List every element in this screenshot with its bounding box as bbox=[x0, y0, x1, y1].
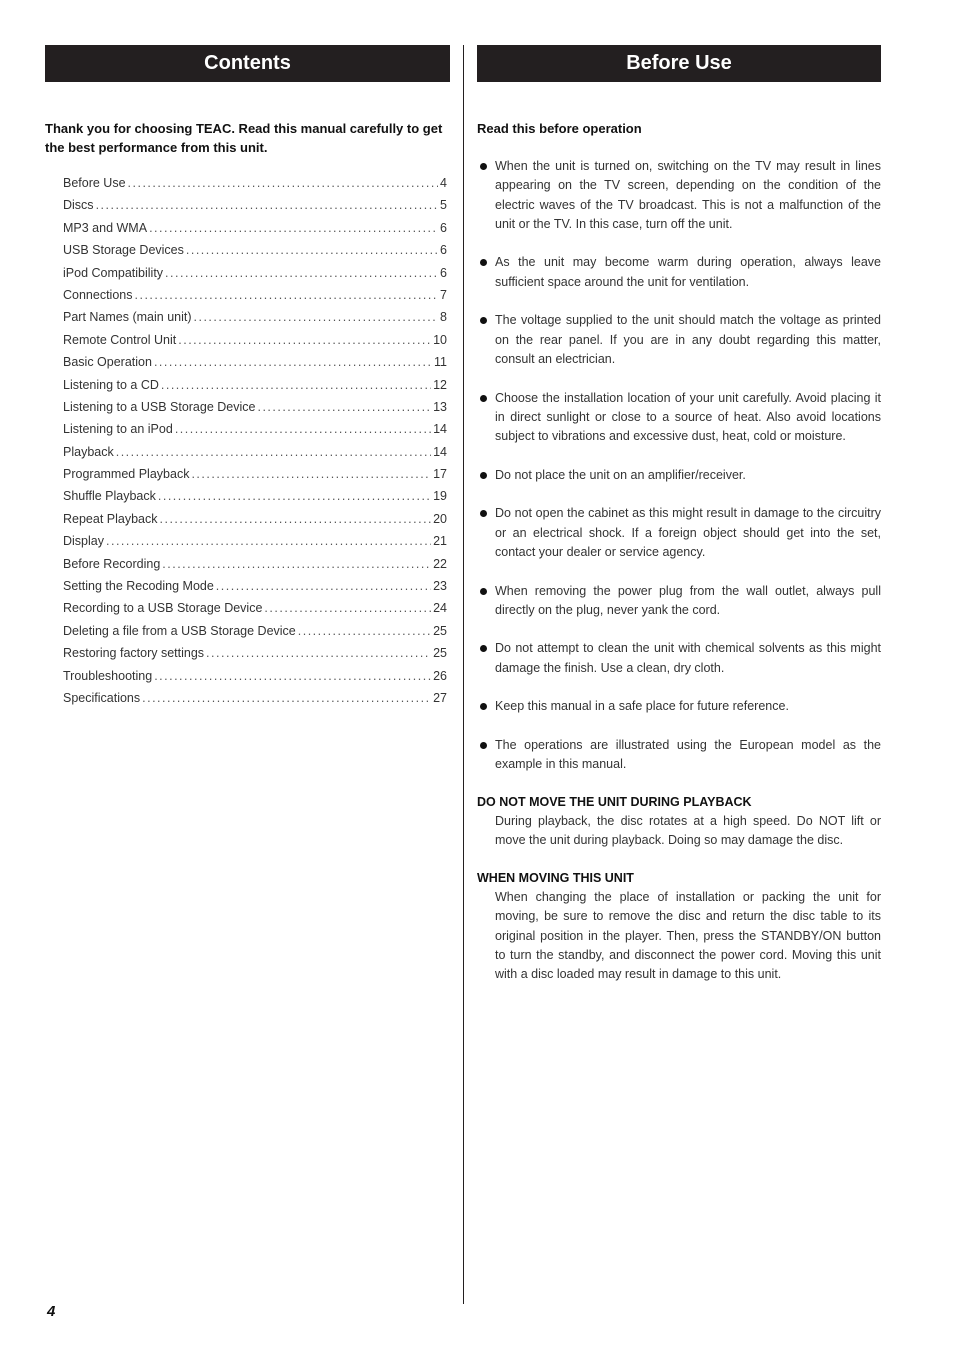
precaution-item bbox=[477, 157, 881, 234]
precaution-text: Do not open the cabinet as this might result in damage to the circuitry or an electrical shock. If a foreign object should get into the set, contact your dealer or service agency. bbox=[495, 506, 881, 559]
table-of-contents bbox=[63, 172, 447, 709]
read-before-operation-subheading: Read this before operation bbox=[477, 121, 642, 136]
bullet-icon bbox=[480, 163, 487, 170]
toc-leader-dots bbox=[128, 172, 439, 194]
toc-entry-page: 21 bbox=[433, 534, 447, 549]
toc-leader-dots bbox=[264, 597, 431, 619]
precaution-text: When the unit is turned on, switching on the TV may result in lines appearing on the TV screen, depending on the condition of the electric waves of the TV broadcast. This is not a malfunction of the unit or the TV. In this case, turn off the unit. bbox=[495, 159, 881, 231]
toc-leader-dots bbox=[142, 687, 431, 709]
toc-entry-page: 25 bbox=[433, 646, 447, 661]
precaution-item bbox=[477, 389, 881, 447]
toc-leader-dots bbox=[178, 329, 431, 351]
toc-entry-page: 7 bbox=[440, 287, 447, 302]
toc-entry-title: Programmed Playback bbox=[63, 467, 190, 482]
warning-body: When changing the place of installation or packing the unit for moving, be sure to remove the disc and return the disc table to its original position in the player. Then, press the STANDBY/ON button to turn the standby, and disconnect the power cord. Moving this unit with a disc loaded may result in damage to this unit. bbox=[495, 889, 881, 982]
toc-entry-title: Shuffle Playback bbox=[63, 489, 156, 504]
toc-entry-title: Recording to a USB Storage Device bbox=[63, 601, 263, 616]
toc-entry-title: Listening to a USB Storage Device bbox=[63, 399, 256, 414]
toc-entry[interactable] bbox=[63, 463, 447, 485]
precaution-item bbox=[477, 253, 881, 292]
toc-leader-dots bbox=[106, 530, 431, 552]
toc-entry-page: 23 bbox=[433, 579, 447, 594]
toc-entry-title: Discs bbox=[63, 198, 94, 213]
toc-entry-title: Specifications bbox=[63, 690, 141, 705]
toc-entry-title: Listening to a CD bbox=[63, 377, 159, 392]
toc-entry-title: Remote Control Unit bbox=[63, 332, 177, 347]
toc-entry-title: iPod Compatibility bbox=[63, 265, 164, 280]
toc-leader-dots bbox=[154, 665, 431, 687]
toc-leader-dots bbox=[149, 217, 438, 239]
warning-title: WHEN MOVING THIS UNIT bbox=[477, 870, 634, 885]
precaution-text: Choose the installation location of your unit carefully. Avoid placing it in direct sunlight or close to a source of heat. Also avoid locations subject to vibrations and excessive dust, heat, cold or moisture. bbox=[495, 390, 881, 444]
toc-entry[interactable] bbox=[63, 194, 447, 216]
toc-entry-title: Before Use bbox=[63, 176, 126, 190]
toc-entry-title: MP3 and WMA bbox=[63, 220, 148, 235]
page-number: 4 bbox=[47, 1303, 56, 1320]
toc-leader-dots bbox=[161, 374, 431, 396]
toc-entry[interactable] bbox=[63, 284, 447, 306]
toc-entry-title: USB Storage Devices bbox=[63, 243, 184, 258]
toc-entry-page: 24 bbox=[433, 601, 447, 616]
toc-entry[interactable] bbox=[63, 329, 447, 351]
toc-entry[interactable] bbox=[63, 374, 447, 396]
toc-entry[interactable] bbox=[63, 418, 447, 440]
bullet-icon bbox=[480, 317, 487, 324]
toc-leader-dots bbox=[116, 441, 431, 463]
toc-entry-title: Before Recording bbox=[63, 556, 161, 571]
bullet-icon bbox=[480, 588, 487, 595]
toc-leader-dots bbox=[160, 508, 432, 530]
contents-heading: Contents bbox=[45, 45, 450, 82]
toc-entry-page: 6 bbox=[440, 243, 447, 258]
toc-entry-title: Deleting a file from a USB Storage Device bbox=[63, 623, 296, 638]
toc-entry-title: Troubleshooting bbox=[63, 668, 153, 683]
toc-leader-dots bbox=[206, 642, 431, 664]
precaution-item bbox=[477, 466, 881, 485]
toc-entry-page: 13 bbox=[433, 399, 447, 414]
toc-entry-title: Basic Operation bbox=[63, 355, 152, 370]
toc-entry-page: 6 bbox=[440, 220, 447, 235]
toc-entry[interactable] bbox=[63, 262, 447, 284]
toc-leader-dots bbox=[257, 396, 431, 418]
toc-entry-page: 22 bbox=[433, 556, 447, 571]
toc-entry[interactable] bbox=[63, 620, 447, 642]
toc-entry-title: Playback bbox=[63, 444, 114, 459]
precaution-text: Do not attempt to clean the unit with chemical solvents as this might damage the finish. Use a clean, dry cloth. bbox=[495, 641, 881, 675]
toc-entry-page: 27 bbox=[433, 690, 447, 705]
toc-entry[interactable] bbox=[63, 553, 447, 575]
toc-entry[interactable] bbox=[63, 306, 447, 328]
precaution-text: The voltage supplied to the unit should match the voltage as printed on the rear panel. If you are in any doubt regarding this matter, consult an electrician. bbox=[495, 313, 881, 366]
toc-entry[interactable] bbox=[63, 351, 447, 373]
toc-entry-page: 20 bbox=[433, 511, 447, 526]
toc-entry-page: 12 bbox=[433, 377, 447, 392]
toc-entry[interactable] bbox=[63, 217, 447, 239]
precaution-item bbox=[477, 582, 881, 621]
precaution-item bbox=[477, 504, 881, 562]
toc-leader-dots bbox=[216, 575, 431, 597]
toc-entry-title: Repeat Playback bbox=[63, 511, 158, 526]
bullet-icon bbox=[480, 703, 487, 710]
precaution-text: The operations are illustrated using the European model as the example in this manual. bbox=[495, 737, 881, 772]
toc-leader-dots bbox=[158, 485, 431, 507]
toc-entry-title: Connections bbox=[63, 287, 133, 302]
toc-entry-page: 6 bbox=[440, 265, 447, 280]
bullet-icon bbox=[480, 259, 487, 266]
toc-entry-page: 8 bbox=[440, 310, 447, 325]
intro-text: Thank you for choosing TEAC. Read this manual carefully to get the best performance from this unit. bbox=[45, 121, 443, 155]
toc-entry-page: 25 bbox=[433, 623, 447, 638]
toc-leader-dots bbox=[96, 194, 438, 216]
toc-entry-title: Setting the Recoding Mode bbox=[63, 579, 214, 594]
precaution-item bbox=[477, 736, 881, 775]
bullet-icon bbox=[480, 742, 487, 749]
toc-entry[interactable] bbox=[63, 597, 447, 619]
toc-entry-page: 11 bbox=[434, 355, 447, 370]
toc-entry-page: 10 bbox=[433, 332, 447, 347]
warning-body: During playback, the disc rotates at a high speed. Do NOT lift or move the unit during playback. Doing so may damage the disc. bbox=[495, 814, 881, 848]
toc-entry-title: Listening to an iPod bbox=[63, 422, 173, 437]
toc-leader-dots bbox=[194, 306, 439, 328]
toc-leader-dots bbox=[175, 418, 431, 440]
toc-entry[interactable] bbox=[63, 396, 447, 418]
toc-entry-title: Restoring factory settings bbox=[63, 646, 205, 661]
toc-entry[interactable] bbox=[63, 485, 447, 507]
toc-entry[interactable] bbox=[63, 508, 447, 530]
toc-entry[interactable] bbox=[63, 687, 447, 709]
column-divider bbox=[463, 45, 464, 1304]
toc-entry[interactable] bbox=[63, 441, 447, 463]
toc-entry-page: 14 bbox=[433, 444, 447, 459]
toc-entry-page: 19 bbox=[433, 489, 447, 504]
toc-leader-dots bbox=[135, 284, 439, 306]
bullet-icon bbox=[480, 472, 487, 479]
before-use-section bbox=[477, 119, 881, 1003]
toc-entry[interactable] bbox=[63, 239, 447, 261]
toc-entry[interactable] bbox=[63, 665, 447, 687]
precautions-list bbox=[477, 157, 881, 775]
bullet-icon bbox=[480, 395, 487, 402]
precaution-text: As the unit may become warm during operation, always leave sufficient space around the unit for ventilation. bbox=[495, 255, 881, 289]
toc-entry-page: 26 bbox=[433, 668, 447, 683]
toc-leader-dots bbox=[191, 463, 431, 485]
toc-entry[interactable] bbox=[63, 530, 447, 552]
toc-leader-dots bbox=[298, 620, 431, 642]
precaution-item bbox=[477, 697, 881, 716]
bullet-icon bbox=[480, 510, 487, 517]
bullet-icon bbox=[480, 645, 487, 652]
toc-entry-page: 5 bbox=[440, 198, 447, 213]
toc-entry-title: Display bbox=[63, 534, 104, 549]
warnings bbox=[477, 793, 881, 985]
toc-leader-dots bbox=[186, 239, 438, 261]
precaution-item bbox=[477, 639, 881, 678]
toc-leader-dots bbox=[162, 553, 431, 575]
before-use-heading: Before Use bbox=[477, 45, 881, 82]
toc-entry-page: 14 bbox=[433, 422, 447, 437]
toc-entry[interactable] bbox=[63, 575, 447, 597]
precaution-item bbox=[477, 311, 881, 369]
toc-entry-title: Part Names (main unit) bbox=[63, 310, 192, 325]
toc-entry[interactable] bbox=[63, 172, 447, 194]
warning-title: DO NOT MOVE THE UNIT DURING PLAYBACK bbox=[477, 794, 752, 809]
precaution-text: Keep this manual in a safe place for future reference. bbox=[495, 699, 789, 714]
toc-leader-dots bbox=[165, 262, 438, 284]
precaution-text: When removing the power plug from the wall outlet, always pull directly on the plug, never yank the cord. bbox=[495, 583, 881, 617]
toc-entry-page: 17 bbox=[433, 467, 447, 482]
toc-entry-page: 4 bbox=[440, 176, 447, 190]
toc-entry[interactable] bbox=[63, 642, 447, 664]
toc-leader-dots bbox=[154, 351, 432, 373]
precaution-text: Do not place the unit on an amplifier/receiver. bbox=[495, 467, 746, 482]
